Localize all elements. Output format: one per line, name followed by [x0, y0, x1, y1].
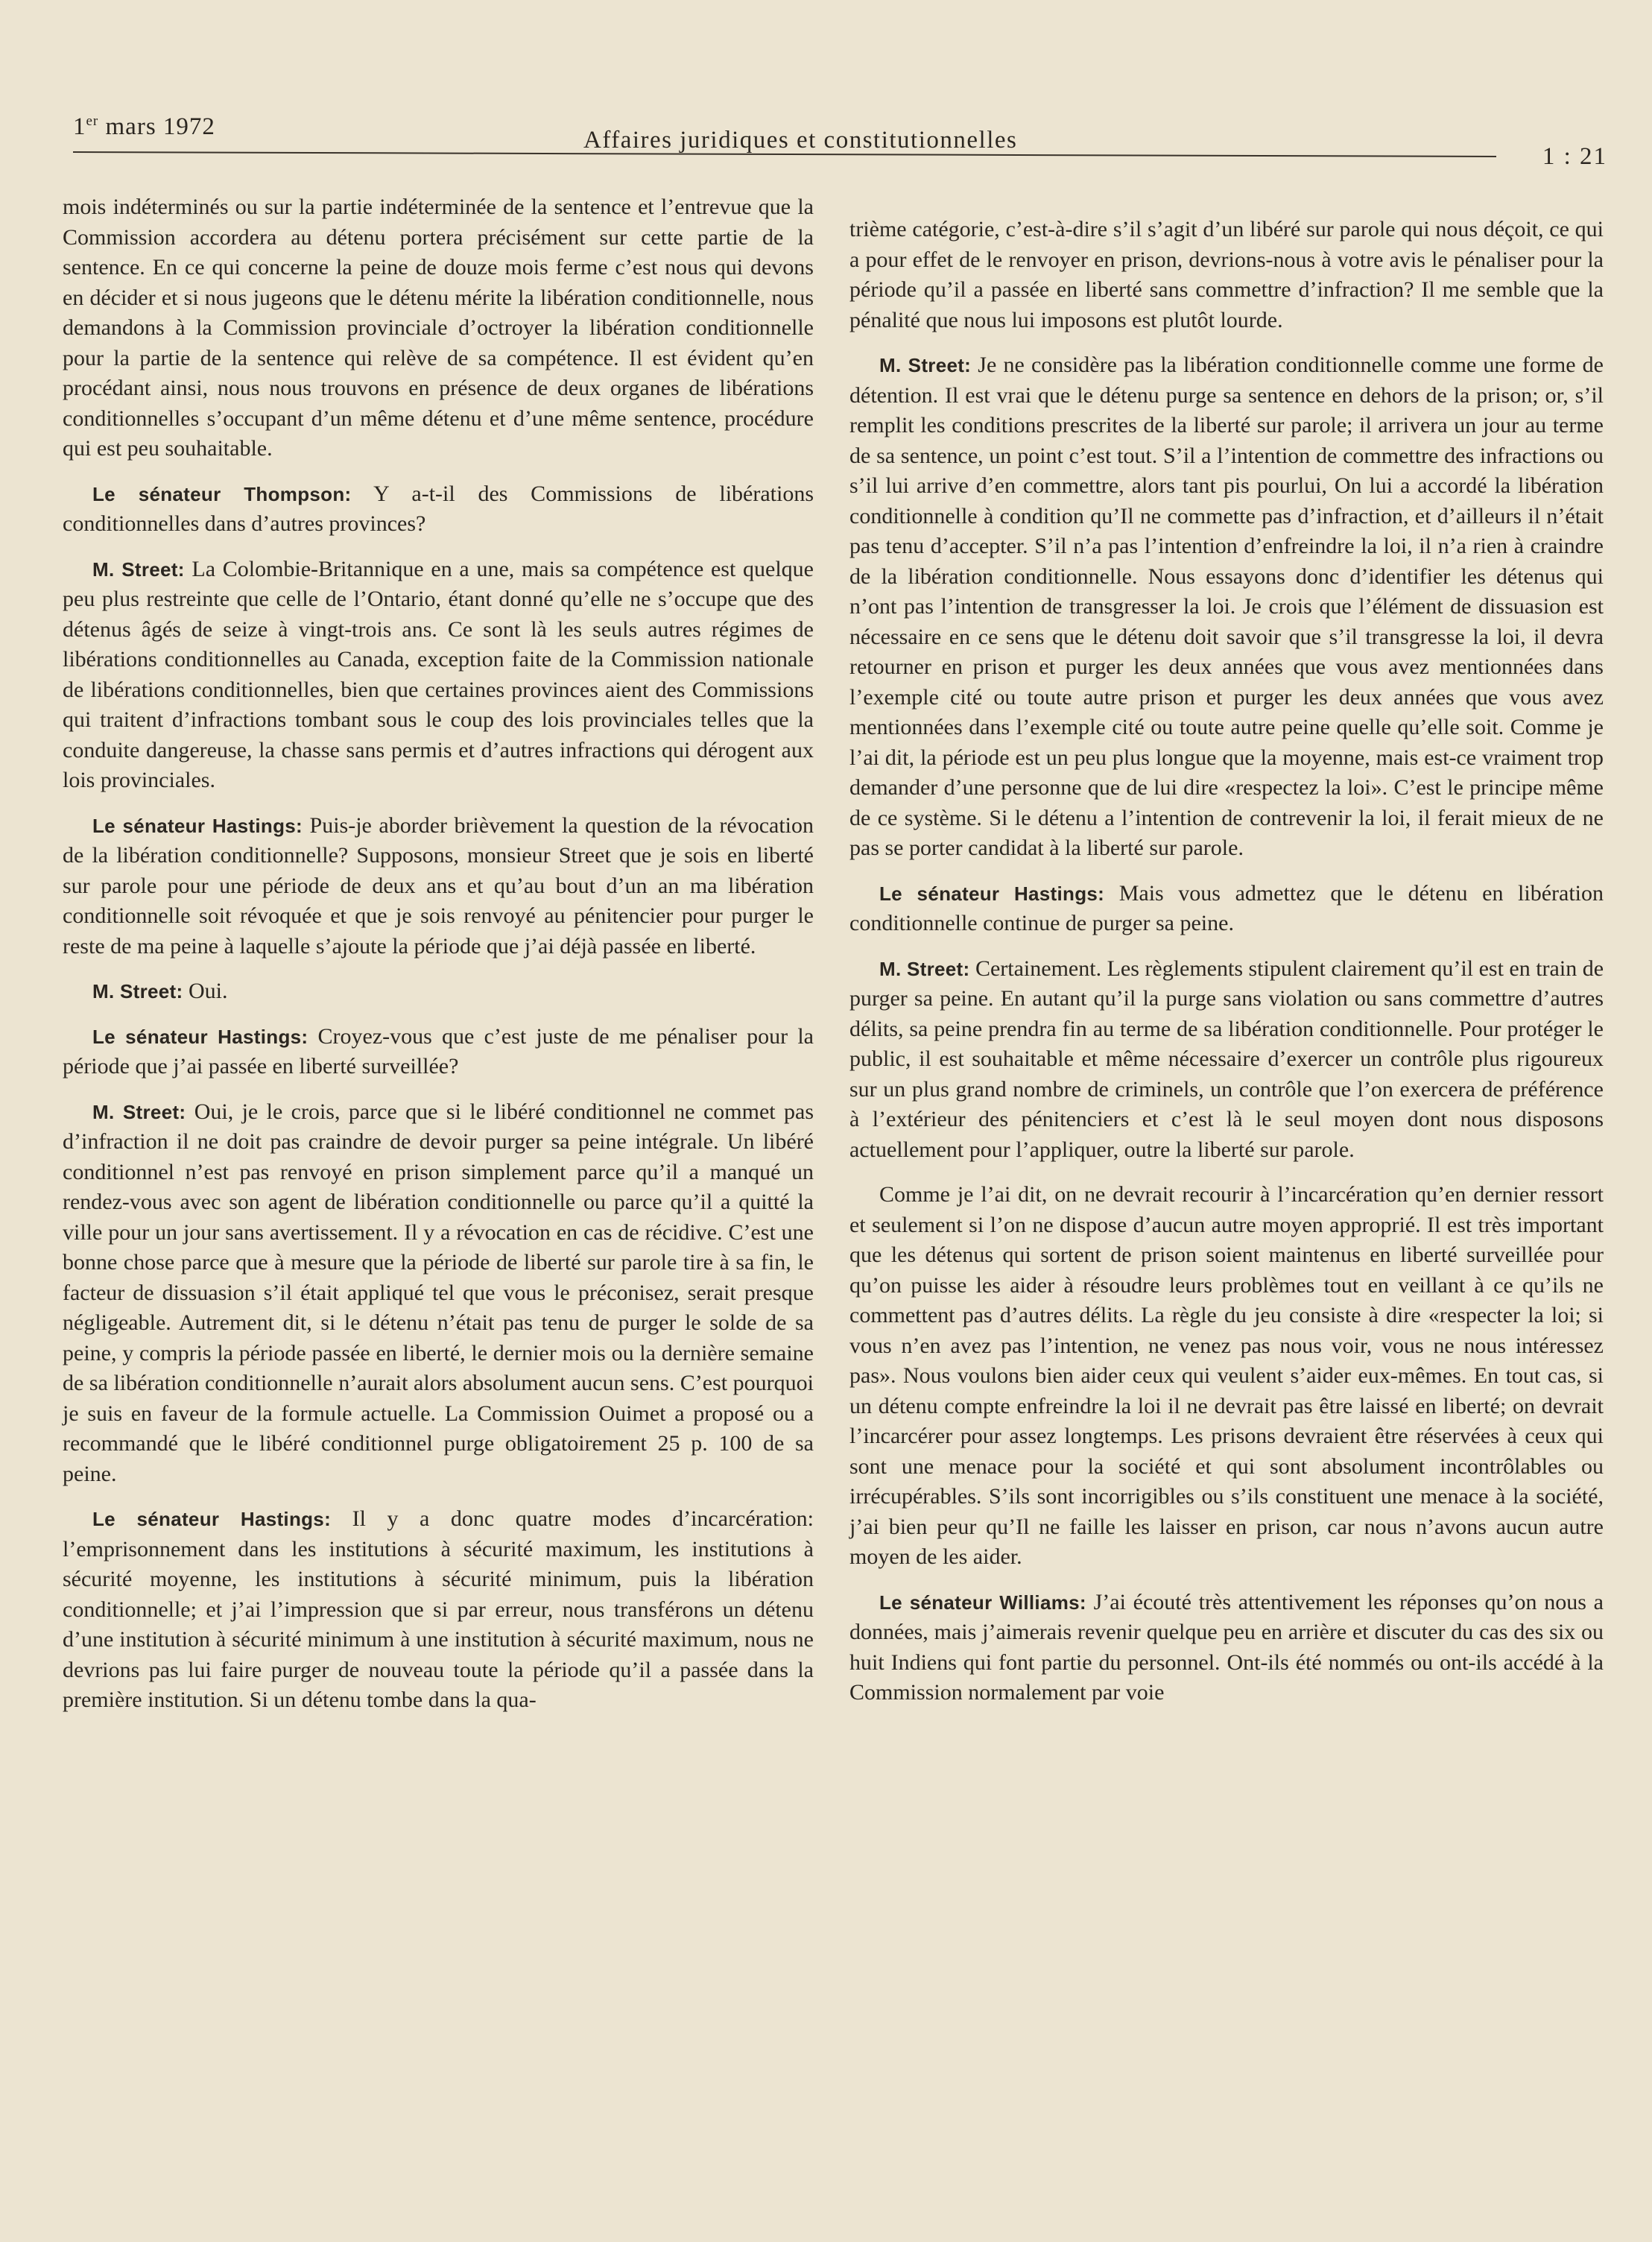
paragraph	[63, 811, 814, 962]
speaker-name: M. Street:	[879, 354, 972, 376]
paragraph-text: Y a-t-il des Commissions de libérations conditionnelles dans d’autres provinces?	[63, 481, 814, 536]
header-date	[73, 113, 215, 141]
speaker-name: Le sénateur Hastings:	[92, 814, 303, 837]
paragraph-text: trième catégorie, c’est-à-dire s’il s’agit d’un libéré sur parole qui nous déçoit, ce qui a pour effet de le renvoyer en prison, devrions-nous à votre avis le pénaliser pour la période qu’il a passée en liberté sans commettre d’infraction? Il me semble que la pénalité que nous lui imposons est plutôt lourde.	[849, 217, 1604, 332]
speaker-name: Le sénateur Hastings:	[879, 882, 1105, 905]
left-column	[63, 192, 814, 1731]
paragraph-text: Oui, je le crois, parce que si le libéré conditionnel ne commet pas d’infraction il ne doit pas craindre de devoir purger sa peine intégrale. Un libéré conditionnel n’est pas renvoyé en prison simplement parce qu’il a manqué un rendez-vous avec son agent de libération conditionnelle ou parce qu’il a quitté la ville pour un jour sans avertissement. Il y a révocation en cas de récidive. C’est une bonne chose parce que à mesure que la période de liberté sur parole tire à sa fin, le facteur de dissuasion s’il était appliqué tel que vous le préconisez, serait presque négligeable. Autrement dit, si le détenu n’était pas tenu de purger le solde de sa peine, y compris la période passée en liberté, le dernier mois ou la dernière semaine de sa libération conditionnelle n’aurait alors absolument aucun sens. C’est pourquoi je suis en faveur de la formule actuelle. La Commission Ouimet a proposé ou a recommandé que le libéré conditionnel purge obligatoirement 25 p. 100 de sa peine.	[63, 1099, 814, 1486]
date-month-year: mars 1972	[98, 113, 215, 140]
speaker-name: Le sénateur Williams:	[879, 1591, 1086, 1614]
speaker-name: Le sénateur Hastings:	[92, 1508, 332, 1530]
paragraph	[849, 879, 1604, 939]
paragraph	[849, 1180, 1604, 1573]
paragraph	[63, 1022, 814, 1082]
paragraph	[849, 1588, 1604, 1708]
paragraph	[849, 350, 1604, 864]
paragraph	[63, 479, 814, 540]
paragraph-text: Il y a donc quatre modes d’incarcération: l’emprisonnement dans les institutions à sécurité maximum, les institutions à sécurité moyenne, les institutions à sécurité minimum, puis la libération conditionnelle; et j’ai l’impression que si par erreur, nous transférons un détenu d’une institution à sécurité minimum à une institution à sécurité maximum, nous ne devrions pas lui faire purger de nouveau toute la période qu’il a passée dans la première institution. Si un détenu tombe dans la qua-	[63, 1506, 814, 1712]
paragraph-text: La Colombie-Britannique en a une, mais sa compétence est quelque peu plus restreinte que celle de l’Ontario, étant donné qu’elle ne s’occupe que des détenus âgés de seize à vingt-trois ans. Ce sont là les seuls autres régimes de libérations conditionnelles au Canada, exception faite de la Commission nationale de libérations conditionnelles, bien que certaines provinces aient des Commissions qui traitent d’infractions tombant sous le coup des lois provinciales telles que la conduite dangereuse, la chasse sans permis et d’autres infractions qui dérogent aux lois provinciales.	[63, 556, 814, 792]
date-suffix: er	[86, 113, 99, 129]
paragraph	[849, 215, 1604, 335]
paragraph-text: Comme je l’ai dit, on ne devrait recourir à l’incarcération qu’en dernier ressort et seulement si l’on ne dispose d’aucun autre moyen approprié. Il est très important que les détenus qui sortent de prison soient maintenus en liberté surveillée pour qu’on puisse les aider à résoudre leurs problèmes tout en veillant à ce qu’ils ne commettent pas d’autres délits. La règle du jeu consiste à dire «respecter la loi; si vous n’en avez pas l’intention, ne venez pas nous voir, vous ne nous intéressez pas». Nous voulons bien aider ceux qui veulent s’aider eux-mêmes. En tout cas, si un détenu compte enfreindre la loi il ne devrait pas être laissé en liberté; on devrait l’incarcérer pour assez longtemps. Les prisons devraient être réservées à ceux qui sont une menace pour la société et qui sont absolument incontrôlables ou irrécupérables. S’ils sont incorrigibles ou s’ils constituent une menace à la société, j’ai bien peur qu’Il ne faille les laisser en prison, car nous n’avons aucun autre moyen de les aider.	[849, 1182, 1604, 1569]
paragraph-text: J’ai écouté très attentivement les réponses qu’on nous a données, mais j’aimerais revenir quelque peu en arrière et discuter du cas des six ou huit Indiens qui font partie du personnel. Ont-ils été nommés ou ont-ils accédé à la Commission normalement par voie	[849, 1589, 1604, 1705]
paragraph-text: Puis-je aborder brièvement la question de la révocation de la libération conditionnelle? Supposons, monsieur Street que je sois en liberté sur parole pour une période de deux ans et qu’au bout d’un an ma libération conditionnelle soit révoquée et que je sois renvoyé au pénitencier pour purger le reste de ma peine à laquelle s’ajoute la période que j’ai déjà passée en liberté.	[63, 812, 814, 959]
speaker-name: M. Street:	[879, 957, 970, 980]
right-column	[849, 215, 1604, 1723]
speaker-name: M. Street:	[92, 980, 183, 1002]
speaker-name: Le sénateur Thompson:	[92, 482, 352, 505]
paragraph-text: Mais vous admettez que le détenu en libération conditionnelle continue de purger sa peine.	[849, 880, 1604, 935]
paragraph	[63, 976, 814, 1007]
date-day: 1	[73, 113, 86, 140]
paragraph-text: Je ne considère pas la libération conditionnelle comme une forme de détention. Il est vrai que le détenu purge sa sentence en dehors de la prison; or, s’il remplit les conditions prescrites de la liberté sur parole; il arrivera un jour au terme de sa sentence, un point c’est tout. S’il a l’intention de commettre des infractions ou s’il lui arrive d’en commettre, alors tant pis pourlui, On lui a accordé la libération conditionnelle à condition qu’Il ne commette pas d’infraction, et d’ailleurs il n’était pas tenu d’accepter. S’il n’a pas l’intention d’enfreindre la loi, il n’a rien à craindre de la libération conditionnelle. Nous essayons donc d’identifier les détenus qui n’ont pas l’intention de transgresser la loi. Je crois que l’élément de dissuasion est nécessaire en ce sens que le détenu doit savoir que s’il transgresse la loi, il devra retourner en prison et purger les deux années que vous avez mentionnées dans l’exemple cité ou toute autre prison et purger les deux années que vous avez mentionnées dans l’exemple cité ou toute autre peine quelle qu’elle soit. Comme je l’ai dit, la période est un peu plus longue que la moyenne, mais est-ce vraiment trop demander d’une personne que de lui dire «respectez la loi». C’est le principe même de ce système. Si le détenu a l’intention de contrevenir la loi, il ferait mieux de ne pas se porter candidat à la liberté sur parole.	[849, 353, 1604, 860]
paragraph	[63, 555, 814, 796]
paragraph-text: mois indéterminés ou sur la partie indéterminée de la sentence et l’entrevue que la Commission accordera au détenu portera précisément sur cette partie de la sentence. En ce qui concerne la peine de douze mois ferme c’est nous qui devons en décider et si nous jugeons que le détenu mérite la libération conditionnelle, nous demandons à la Commission provinciale d’octroyer la libération conditionnelle pour la partie de la sentence qui relève de sa compétence. Il est évident qu’en procédant ainsi, nous nous trouvons en présence de deux organes de libérations conditionnelles s’occupant d’un même détenu et d’une même sentence, procédure qui est peu souhaitable.	[63, 195, 814, 461]
paragraph	[63, 1097, 814, 1490]
paragraph-text: Oui.	[183, 979, 228, 1003]
paragraph	[63, 192, 814, 464]
paragraph-text: Croyez-vous que c’est juste de me pénaliser pour la période que j’ai passée en liberté surveillée?	[63, 1023, 814, 1079]
paragraph	[63, 1504, 814, 1716]
header-title: Affaires juridiques et constitutionnelles	[583, 127, 1018, 154]
paragraph-text: Certainement. Les règlements stipulent clairement qu’il est en train de purger sa peine. En autant qu’il la purge sans violation ou sans commettre d’autres délits, sa peine prendra fin au terme de sa libération conditionnelle. Pour protéger le public, il est souhaitable et même nécessaire d’exercer un contrôle plus rigoureux sur un plus grand nombre de criminels, un contrôle que l’on exercera de préférence à l’extérieur des pénitenciers et c’est là le seul moyen dont nous disposons actuellement pour l’appliquer, outre la liberté sur parole.	[849, 956, 1604, 1162]
page-number: 1 : 21	[1542, 143, 1607, 170]
speaker-name: Le sénateur Hastings:	[92, 1025, 308, 1048]
speaker-name: M. Street:	[92, 558, 185, 581]
paragraph	[849, 954, 1604, 1166]
speaker-name: M. Street:	[92, 1100, 186, 1123]
